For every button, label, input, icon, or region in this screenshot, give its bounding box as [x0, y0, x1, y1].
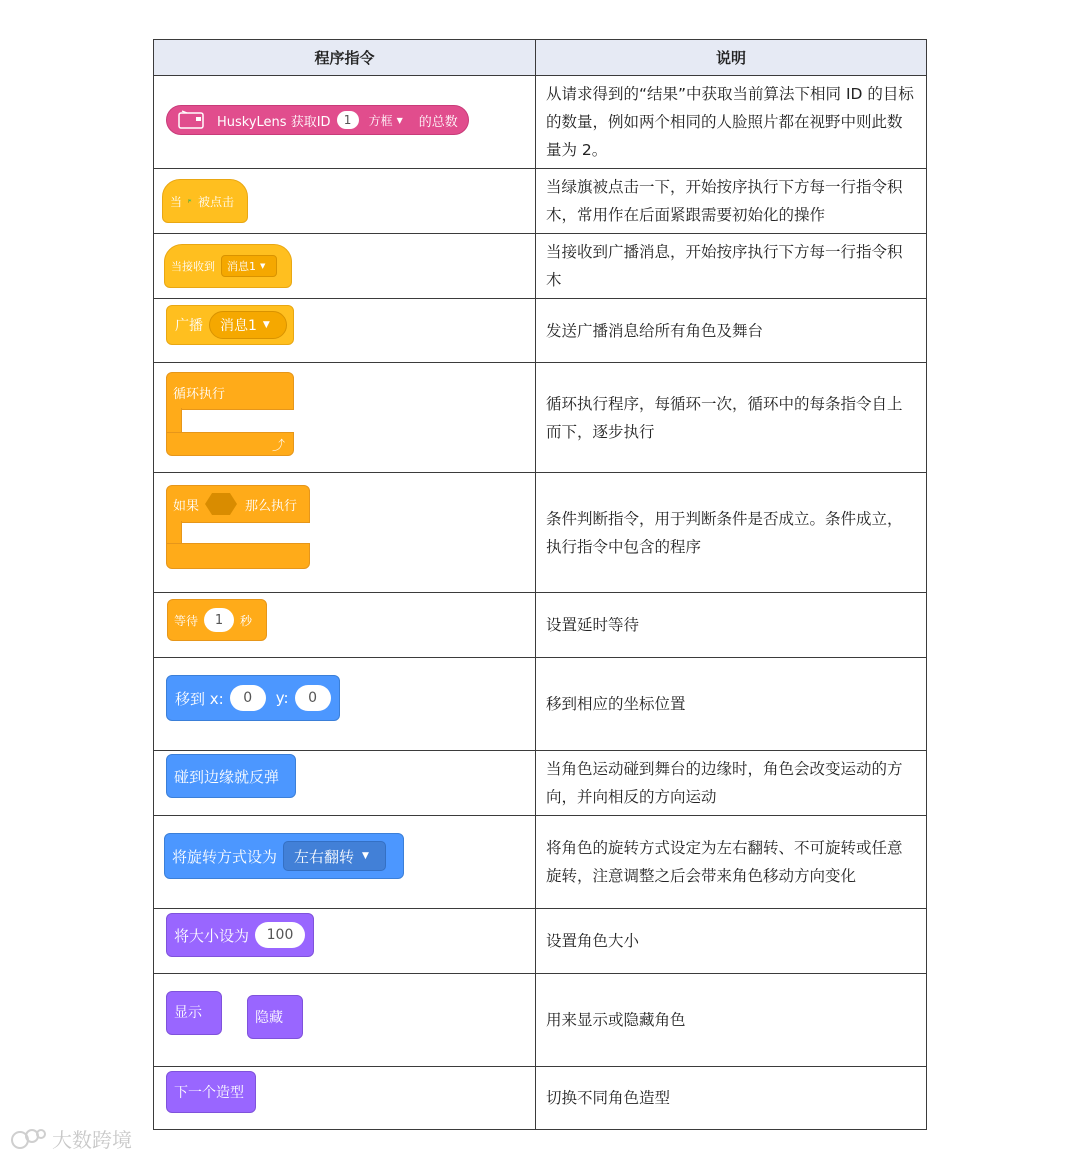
- when-receive-block: [164, 244, 292, 288]
- block-label: 循环执行: [173, 387, 226, 402]
- dropdown-arrow-icon: ▼: [260, 262, 266, 270]
- y-input[interactable]: 0: [295, 685, 331, 711]
- table-row: [154, 234, 927, 299]
- header-command: 程序指令: [154, 40, 536, 76]
- table-row: [154, 1067, 927, 1130]
- description-cell: 从请求得到的“结果”中获取当前算法下相同 ID 的目标的数量，例如两个相同的人脸照片都在视野中则此数量为 2。: [536, 76, 927, 169]
- description-cell: 设置延时等待: [536, 593, 927, 658]
- hide-block: [247, 995, 303, 1039]
- table-row: [154, 593, 927, 658]
- block-label: 移到 x:: [175, 689, 224, 708]
- dropdown-label: 左右翻转: [294, 847, 355, 866]
- table-row: [154, 169, 927, 234]
- block-cell: [154, 974, 536, 1067]
- block-cell: [154, 363, 536, 473]
- block-label: 将旋转方式设为: [172, 847, 278, 866]
- block-cell: [154, 658, 536, 751]
- loop-side: [166, 408, 182, 434]
- description-cell: 当绿旗被点击一下，开始按序执行下方每一行指令积木，常用作在后面紧跟需要初始化的操作: [536, 169, 927, 234]
- huskylens-count-block: [166, 105, 469, 135]
- table-row: [154, 76, 927, 169]
- description-cell: 发送广播消息给所有角色及舞台: [536, 299, 927, 363]
- block-cell: [154, 593, 536, 658]
- if-bottom-arm: [166, 543, 310, 569]
- green-flag-icon: [188, 193, 192, 209]
- if-side: [166, 521, 182, 545]
- block-cell: [154, 299, 536, 363]
- table-header-row: [154, 40, 927, 76]
- block-label: y:: [275, 689, 289, 707]
- block-label: 的总数: [418, 114, 458, 130]
- loop-bottom-arm: [166, 432, 294, 456]
- block-label: 碰到边缘就反弹: [174, 767, 280, 786]
- block-cell: [154, 751, 536, 816]
- block-cell: [154, 1067, 536, 1130]
- set-size-block: [166, 913, 314, 957]
- message-dropdown[interactable]: [209, 311, 287, 339]
- block-label: 如果: [173, 498, 200, 514]
- block-label: 当: [170, 194, 183, 209]
- table-row: [154, 816, 927, 909]
- description-cell: 当接收到广播消息，开始按序执行下方每一行指令积木: [536, 234, 927, 299]
- loop-arrow-icon: ⤴: [271, 438, 285, 454]
- if-then-block: [166, 485, 310, 571]
- when-flag-clicked-block: [162, 179, 248, 223]
- block-cell: [154, 909, 536, 974]
- x-input[interactable]: 0: [230, 685, 266, 711]
- block-cell: [154, 169, 536, 234]
- block-label: 秒: [240, 613, 253, 628]
- description-cell: 用来显示或隐藏角色: [536, 974, 927, 1067]
- box-type-dropdown[interactable]: [365, 110, 413, 130]
- table-row: [154, 473, 927, 593]
- broadcast-block: [166, 305, 294, 345]
- watermark: [10, 1124, 132, 1153]
- seconds-input[interactable]: 1: [204, 608, 234, 632]
- show-block: [166, 991, 222, 1035]
- dropdown-arrow-icon: ▼: [262, 320, 270, 330]
- description-cell: 移到相应的坐标位置: [536, 658, 927, 751]
- block-cell: [154, 76, 536, 169]
- next-costume-block: [166, 1071, 256, 1113]
- description-cell: 当角色运动碰到舞台的边缘时，角色会改变运动的方向，并向相反的方向运动: [536, 751, 927, 816]
- dropdown-label: 方框: [368, 113, 393, 128]
- block-label: 隐藏: [255, 1010, 283, 1026]
- description-cell: 设置角色大小: [536, 909, 927, 974]
- block-label: 下一个造型: [174, 1085, 244, 1101]
- description-cell: 将角色的旋转方式设定为左右翻转、不可旋转或任意旋转，注意调整之后会带来角色移动方向变化: [536, 816, 927, 909]
- set-rotation-style-block: [164, 833, 404, 879]
- description-cell: 循环执行程序，每循环一次，循环中的每条指令自上而下，逐步执行: [536, 363, 927, 473]
- block-label: 广播: [175, 318, 203, 334]
- watermark-logo-icon: [10, 1126, 48, 1152]
- table-row: [154, 751, 927, 816]
- dropdown-label: 消息1: [227, 260, 256, 273]
- table-row: [154, 363, 927, 473]
- id-number-input[interactable]: 1: [337, 111, 359, 129]
- block-label: HuskyLens 获取ID: [217, 114, 331, 130]
- huskylens-camera-icon: [177, 110, 205, 130]
- block-label: 显示: [174, 1005, 202, 1021]
- goto-xy-block: [166, 675, 340, 721]
- message-dropdown[interactable]: [221, 255, 277, 277]
- table-row: [154, 658, 927, 751]
- block-label: 等待: [174, 613, 199, 628]
- block-label: 将大小设为: [174, 926, 250, 945]
- header-description: 说明: [536, 40, 927, 76]
- size-input[interactable]: 100: [255, 922, 305, 948]
- bounce-on-edge-block: [166, 754, 296, 798]
- command-table: [153, 39, 927, 1130]
- description-cell: 切换不同角色造型: [536, 1067, 927, 1130]
- wait-block: [167, 599, 267, 641]
- table-row: [154, 909, 927, 974]
- loop-top-arm: [166, 372, 294, 410]
- if-top-arm: [166, 485, 310, 523]
- description-cell: 条件判断指令，用于判断条件是否成立。条件成立，执行指令中包含的程序: [536, 473, 927, 593]
- forever-loop-block: [166, 372, 294, 456]
- block-cell: [154, 234, 536, 299]
- block-cell: [154, 816, 536, 909]
- block-cell: [154, 473, 536, 593]
- dropdown-arrow-icon: ▼: [362, 851, 369, 861]
- table-row: [154, 299, 927, 363]
- block-label: 被点击: [197, 194, 234, 209]
- block-label: 当接收到: [171, 260, 215, 273]
- rotation-style-dropdown[interactable]: [283, 841, 386, 871]
- dropdown-arrow-icon: ▼: [396, 115, 403, 125]
- dropdown-label: 消息1: [220, 318, 257, 334]
- block-label: 那么执行: [244, 498, 297, 514]
- table-row: [154, 974, 927, 1067]
- condition-slot[interactable]: [205, 493, 237, 515]
- watermark-text: 大数跨境: [52, 1128, 132, 1152]
